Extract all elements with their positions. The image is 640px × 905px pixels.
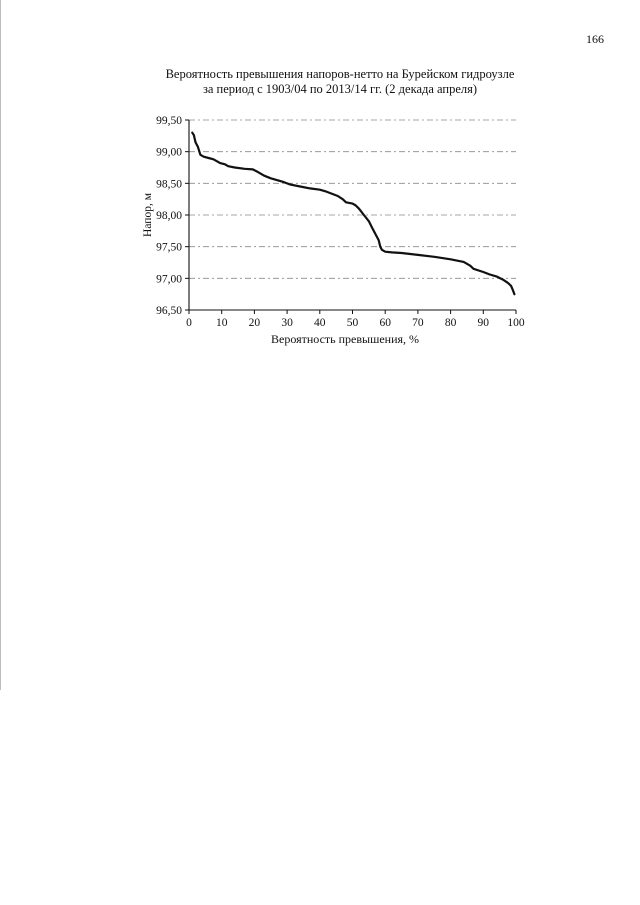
y-tick-label: 97,50 xyxy=(156,241,182,254)
series-group xyxy=(192,133,514,295)
x-tick-label: 50 xyxy=(346,317,359,329)
x-tick-label: 80 xyxy=(444,317,457,329)
y-tick-label: 96,50 xyxy=(156,305,182,317)
x-tick-label: 40 xyxy=(314,317,326,329)
y-tick-label: 97,00 xyxy=(156,273,182,286)
x-tick-label: 10 xyxy=(215,317,228,329)
x-tick-labels xyxy=(186,317,525,329)
gridlines xyxy=(189,120,516,278)
y-tick-label: 98,00 xyxy=(156,210,182,222)
x-axis-label: Вероятность превышения, % xyxy=(270,332,420,346)
x-tick-label: 30 xyxy=(281,317,293,329)
x-tick-label: 100 xyxy=(507,317,525,329)
y-axis-label: Напор, м xyxy=(142,193,154,237)
x-tick-label: 20 xyxy=(248,317,261,329)
y-tick-labels xyxy=(156,115,182,317)
x-tick-label: 60 xyxy=(379,317,391,329)
chart-title-line-1: Вероятность превышения напоров-нетто на Бурейском гидроузле xyxy=(165,67,515,81)
y-tick-label: 99,50 xyxy=(156,115,182,127)
y-tick-label: 99,00 xyxy=(156,146,182,159)
series-line-0 xyxy=(192,133,514,295)
x-tick-label: 70 xyxy=(412,317,424,329)
x-tick-label: 0 xyxy=(186,317,192,329)
y-tick-label: 98,50 xyxy=(156,178,182,191)
x-tick-label: 90 xyxy=(477,317,490,329)
page-number: 166 xyxy=(586,32,604,46)
chart-title-line-2: за период с 1903/04 по 2013/14 гг. (2 декада апреля) xyxy=(202,82,478,96)
axes xyxy=(185,120,516,314)
